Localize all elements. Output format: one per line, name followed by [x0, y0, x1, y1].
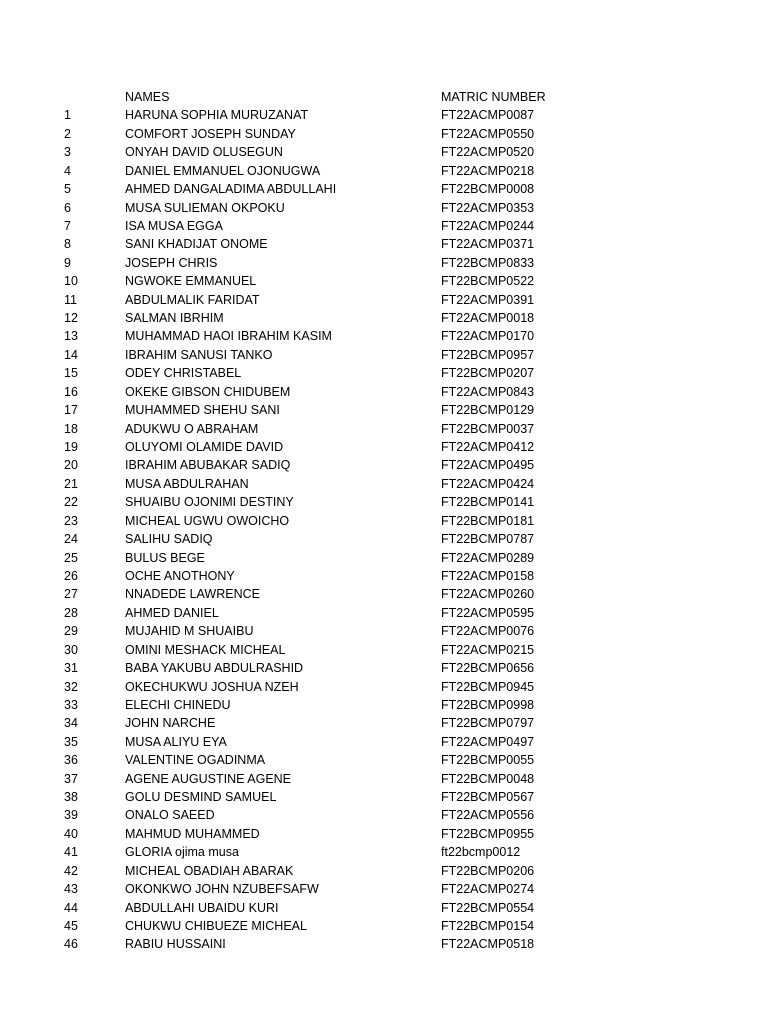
table-row: [0, 272, 768, 290]
matric-number: FT22BCMP0656: [441, 661, 535, 676]
table-row: [0, 604, 768, 622]
matric-number: FT22ACMP0018: [441, 311, 535, 326]
student-name: JOHN NARCHE: [125, 716, 216, 731]
row-number: 23: [64, 513, 78, 528]
table-row: [0, 806, 768, 824]
student-name: MUSA SULIEMAN OKPOKU: [125, 200, 285, 215]
matric-number: FT22BCMP0055: [441, 753, 535, 768]
student-name: OMINI MESHACK MICHEAL: [125, 642, 286, 657]
student-name: MUHAMMAD HAOI IBRAHIM KASIM: [125, 329, 332, 344]
matric-number: FT22ACMP0495: [441, 458, 535, 473]
table-row: [0, 309, 768, 327]
header-matric-number: MATRIC NUMBER: [441, 90, 546, 104]
student-name: VALENTINE OGADINMA: [125, 753, 266, 768]
table-row: [0, 696, 768, 714]
matric-number: FT22BCMP0797: [441, 716, 535, 731]
row-number: 7: [64, 218, 71, 233]
row-number: 31: [64, 661, 78, 676]
row-number: 17: [64, 403, 78, 418]
table-row: [0, 917, 768, 935]
matric-number: FT22BCMP0206: [441, 863, 535, 878]
matric-number: FT22ACMP0244: [441, 218, 535, 233]
matric-number: FT22BCMP0008: [441, 182, 535, 197]
student-name: GOLU DESMIND SAMUEL: [125, 790, 277, 805]
matric-number: FT22ACMP0550: [441, 126, 535, 141]
student-name: AGENE AUGUSTINE AGENE: [125, 771, 292, 786]
table-row: [0, 678, 768, 696]
table-row: [0, 862, 768, 880]
table-row: [0, 788, 768, 806]
student-name: MICHEAL OBADIAH ABARAK: [125, 863, 294, 878]
table-row: [0, 512, 768, 530]
table-row: [0, 217, 768, 235]
row-number: 27: [64, 587, 78, 602]
matric-number: FT22ACMP0556: [441, 808, 535, 823]
student-name: OKONKWO JOHN NZUBEFSAFW: [125, 882, 319, 897]
row-number: 4: [64, 163, 71, 178]
student-name: MUSA ALIYU EYA: [125, 734, 227, 749]
row-number: 2: [64, 126, 71, 141]
student-name: MUJAHID M SHUAIBU: [125, 624, 254, 639]
table-row: [0, 383, 768, 401]
student-name: MAHMUD MUHAMMED: [125, 826, 260, 841]
student-name: NGWOKE EMMANUEL: [125, 274, 257, 289]
matric-number: FT22BCMP0141: [441, 495, 535, 510]
matric-number: FT22BCMP0048: [441, 771, 535, 786]
row-number: 18: [64, 421, 78, 436]
table-row: [0, 585, 768, 603]
table-row: [0, 714, 768, 732]
student-name: SHUAIBU OJONIMI DESTINY: [125, 495, 294, 510]
row-number: 39: [64, 808, 78, 823]
student-list-sheet: [0, 88, 768, 954]
row-number: 3: [64, 145, 71, 160]
row-number: 26: [64, 568, 78, 583]
row-number: 11: [64, 292, 77, 307]
matric-number: FT22BCMP0957: [441, 347, 535, 362]
table-row: [0, 401, 768, 419]
student-name: MUHAMMED SHEHU SANI: [125, 403, 280, 418]
row-number: 1: [64, 108, 71, 123]
row-number: 20: [64, 458, 78, 473]
student-name: SANI KHADIJAT ONOME: [125, 237, 268, 252]
student-name: MUSA ABDULRAHAN: [125, 476, 249, 491]
student-name: OKECHUKWU JOSHUA NZEH: [125, 679, 299, 694]
matric-number: FT22ACMP0158: [441, 568, 535, 583]
row-number: 34: [64, 716, 78, 731]
row-number: 32: [64, 679, 78, 694]
row-number: 35: [64, 734, 78, 749]
matric-number: FT22ACMP0260: [441, 587, 535, 602]
matric-number: FT22ACMP0371: [441, 237, 535, 252]
student-name: NNADEDE LAWRENCE: [125, 587, 260, 602]
matric-number: FT22ACMP0518: [441, 937, 535, 952]
table-row: [0, 475, 768, 493]
table-row: [0, 935, 768, 953]
matric-number: FT22ACMP0087: [441, 108, 535, 123]
matric-number: FT22BCMP0567: [441, 790, 535, 805]
table-row: [0, 530, 768, 548]
matric-number: FT22ACMP0215: [441, 642, 535, 657]
student-rows: [0, 106, 768, 953]
row-number: 43: [64, 882, 78, 897]
row-number: 28: [64, 605, 78, 620]
student-name: ONYAH DAVID OLUSEGUN: [125, 145, 283, 160]
row-number: 22: [64, 495, 78, 510]
table-row: [0, 659, 768, 677]
matric-number: FT22ACMP0218: [441, 163, 535, 178]
student-name: CHUKWU CHIBUEZE MICHEAL: [125, 918, 307, 933]
table-row: [0, 733, 768, 751]
matric-number: FT22BCMP0207: [441, 366, 535, 381]
matric-number: ft22bcmp0012: [441, 845, 521, 860]
matric-number: FT22ACMP0424: [441, 476, 535, 491]
student-name: ISA MUSA EGGA: [125, 218, 223, 233]
matric-number: FT22BCMP0998: [441, 697, 535, 712]
table-row: [0, 456, 768, 474]
student-name: JOSEPH CHRIS: [125, 255, 218, 270]
table-row: [0, 825, 768, 843]
student-name: ABDULMALIK FARIDAT: [125, 292, 260, 307]
row-number: 41: [64, 845, 78, 860]
row-number: 9: [64, 255, 71, 270]
table-row: [0, 143, 768, 161]
row-number: 5: [64, 182, 71, 197]
matric-number: FT22ACMP0289: [441, 550, 535, 565]
student-name: ONALO SAEED: [125, 808, 215, 823]
table-row: [0, 199, 768, 217]
matric-number: FT22BCMP0833: [441, 255, 535, 270]
row-number: 36: [64, 753, 78, 768]
student-name: AHMED DANGALADIMA ABDULLAHI: [125, 182, 337, 197]
row-number: 14: [64, 347, 78, 362]
table-row: [0, 346, 768, 364]
table-row: [0, 254, 768, 272]
row-number: 10: [64, 274, 78, 289]
row-number: 38: [64, 790, 78, 805]
matric-number: FT22BCMP0522: [441, 274, 535, 289]
row-number: 8: [64, 237, 71, 252]
table-row: [0, 106, 768, 124]
student-name: ABDULLAHI UBAIDU KURI: [125, 900, 279, 915]
row-number: 16: [64, 384, 78, 399]
header-names: NAMES: [125, 90, 170, 104]
matric-number: FT22ACMP0497: [441, 734, 535, 749]
student-name: DANIEL EMMANUEL OJONUGWA: [125, 163, 321, 178]
matric-number: FT22BCMP0181: [441, 513, 535, 528]
row-number: 15: [64, 366, 78, 381]
table-row: [0, 549, 768, 567]
matric-number: FT22BCMP0129: [441, 403, 535, 418]
student-name: ODEY CHRISTABEL: [125, 366, 242, 381]
student-name: OLUYOMI OLAMIDE DAVID: [125, 440, 284, 455]
row-number: 44: [64, 900, 78, 915]
student-name: SALMAN IBRHIM: [125, 311, 224, 326]
student-name: GLORIA ojima musa: [125, 845, 239, 860]
table-row: [0, 438, 768, 456]
student-name: IBRAHIM SANUSI TANKO: [125, 347, 273, 362]
row-number: 46: [64, 937, 78, 952]
matric-number: FT22ACMP0170: [441, 329, 535, 344]
matric-number: FT22BCMP0154: [441, 918, 535, 933]
matric-number: FT22ACMP0076: [441, 624, 535, 639]
row-number: 6: [64, 200, 71, 215]
matric-number: FT22ACMP0520: [441, 145, 535, 160]
student-name: IBRAHIM ABUBAKAR SADIQ: [125, 458, 291, 473]
table-row: [0, 420, 768, 438]
matric-number: FT22BCMP0955: [441, 826, 535, 841]
row-number: 42: [64, 863, 78, 878]
table-row: [0, 180, 768, 198]
table-row: [0, 899, 768, 917]
student-name: OKEKE GIBSON CHIDUBEM: [125, 384, 291, 399]
student-name: ELECHI CHINEDU: [125, 697, 231, 712]
student-name: SALIHU SADIQ: [125, 532, 213, 547]
row-number: 37: [64, 771, 78, 786]
student-name: OCHE ANOTHONY: [125, 568, 235, 583]
student-name: RABIU HUSSAINI: [125, 937, 226, 952]
row-number: 25: [64, 550, 78, 565]
matric-number: FT22BCMP0037: [441, 421, 535, 436]
student-name: BULUS BEGE: [125, 550, 205, 565]
student-name: HARUNA SOPHIA MURUZANAT: [125, 108, 309, 123]
student-name: MICHEAL UGWU OWOICHO: [125, 513, 290, 528]
matric-number: FT22ACMP0412: [441, 440, 535, 455]
matric-number: FT22ACMP0274: [441, 882, 535, 897]
row-number: 13: [64, 329, 78, 344]
row-number: 45: [64, 918, 78, 933]
row-number: 30: [64, 642, 78, 657]
table-row: [0, 235, 768, 253]
table-row: [0, 291, 768, 309]
table-row: [0, 567, 768, 585]
matric-number: FT22ACMP0353: [441, 200, 535, 215]
table-row: [0, 364, 768, 382]
header-row: [0, 88, 768, 106]
student-name: COMFORT JOSEPH SUNDAY: [125, 126, 296, 141]
table-row: [0, 125, 768, 143]
row-number: 29: [64, 624, 78, 639]
table-row: [0, 770, 768, 788]
row-number: 24: [64, 532, 78, 547]
row-number: 40: [64, 826, 78, 841]
matric-number: FT22BCMP0554: [441, 900, 535, 915]
table-row: [0, 622, 768, 640]
row-number: 21: [64, 476, 78, 491]
student-name: BABA YAKUBU ABDULRASHID: [125, 661, 304, 676]
row-number: 33: [64, 697, 78, 712]
table-row: [0, 751, 768, 769]
student-name: ADUKWU O ABRAHAM: [125, 421, 259, 436]
matric-number: FT22ACMP0391: [441, 292, 535, 307]
row-number: 12: [64, 311, 78, 326]
table-row: [0, 880, 768, 898]
matric-number: FT22BCMP0787: [441, 532, 535, 547]
table-row: [0, 327, 768, 345]
row-number: 19: [64, 440, 78, 455]
student-name: AHMED DANIEL: [125, 605, 219, 620]
matric-number: FT22BCMP0945: [441, 679, 535, 694]
table-row: [0, 162, 768, 180]
table-row: [0, 641, 768, 659]
table-row: [0, 493, 768, 511]
table-row: [0, 843, 768, 861]
matric-number: FT22ACMP0595: [441, 605, 535, 620]
matric-number: FT22ACMP0843: [441, 384, 535, 399]
